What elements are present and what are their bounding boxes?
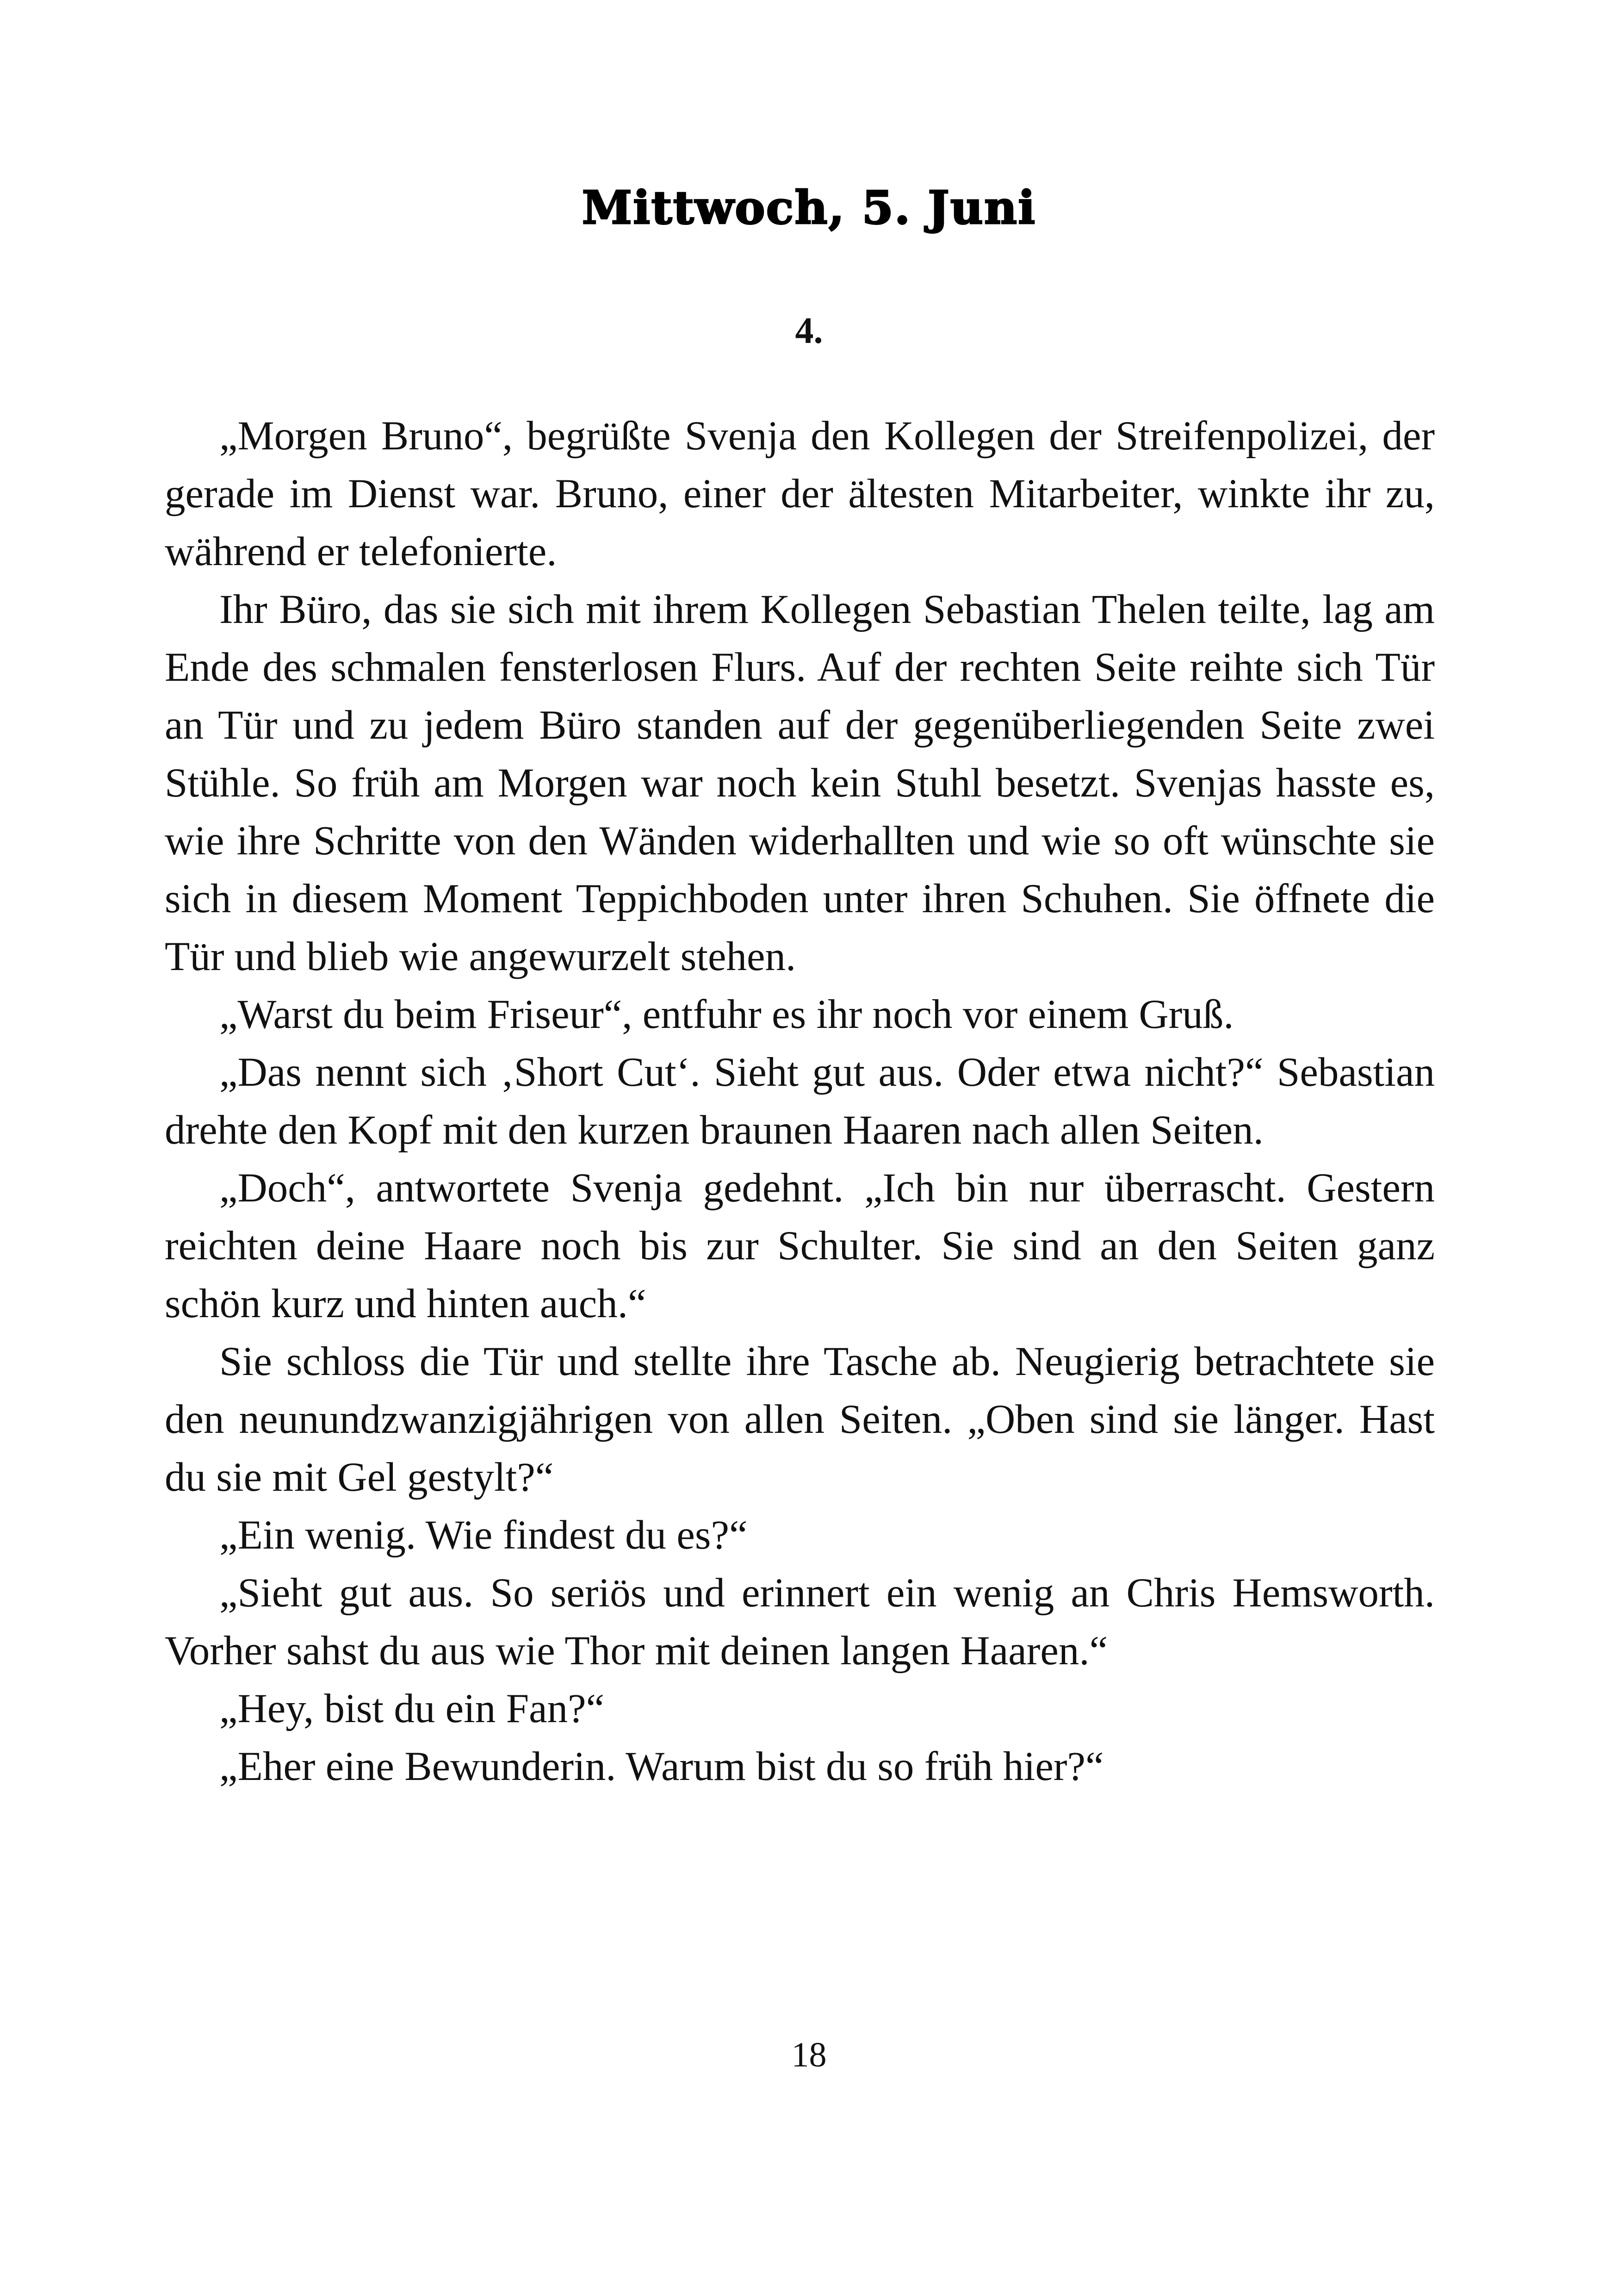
paragraph: Ihr Büro, das sie sich mit ihrem Kollegen Sebastian Thelen teilte, lag am Ende des schmalen fensterlosen Flurs. Auf der rechten Seite reihte sich Tür an Tür und zu jedem Büro standen auf der gegenüberliegenden Seite zwei Stühle. So früh am Morgen war noch kein Stuhl besetzt. Svenjas hasste es, wie ihre Schritte von den Wänden widerhallten und wie so oft wünschte sie sich in diesem Moment Teppichboden unter ihren Schuhen. Sie öffnete die Tür und blieb wie angewurzelt stehen.	[165, 587, 1435, 979]
paragraph: Sie schloss die Tür und stellte ihre Tasche ab. Neugierig betrachtete sie den neunundzwanzigjährigen von allen Seiten. „Oben sind sie länger. Hast du sie mit Gel gestylt?“	[165, 1339, 1435, 1500]
paragraph: „Morgen Bruno“, begrüßte Svenja den Kollegen der Streifenpolizei, der gerade im Dienst war. Bruno, einer der ältesten Mitarbeiter, winkte ihr zu, während er telefonierte.	[165, 413, 1435, 574]
paragraph: „Ein wenig. Wie findest du es?“	[219, 1512, 748, 1558]
paragraph: „Das nennt sich ‚Short Cut‘. Sieht gut aus. Oder etwa nicht?“ Sebastian drehte den Kopf mit den kurzen braunen Haaren nach allen Seiten.	[165, 1050, 1435, 1153]
paragraph: „Sieht gut aus. So seriös und erinnert ein wenig an Chris Hemsworth. Vorher sahst du aus wie Thor mit deinen langen Haaren.“	[165, 1570, 1435, 1674]
body-text	[165, 407, 1435, 1796]
page-number: 18	[791, 2035, 827, 2074]
section-number: 4.	[795, 311, 823, 351]
chapter-heading: Mittwoch, 5. Juni	[582, 181, 1036, 235]
paragraph: „Eher eine Bewunderin. Warum bist du so früh hier?“	[219, 1744, 1104, 1789]
paragraph: „Hey, bist du ein Fan?“	[219, 1686, 605, 1731]
paragraph: „Doch“, antwortete Svenja gedehnt. „Ich bin nur überrascht. Gestern reichten deine Haare noch bis zur Schulter. Sie sind an den Seiten ganz schön kurz und hinten auch.“	[165, 1165, 1435, 1326]
paragraph: „Warst du beim Friseur“, entfuhr es ihr noch vor einem Gruß.	[219, 992, 1234, 1037]
